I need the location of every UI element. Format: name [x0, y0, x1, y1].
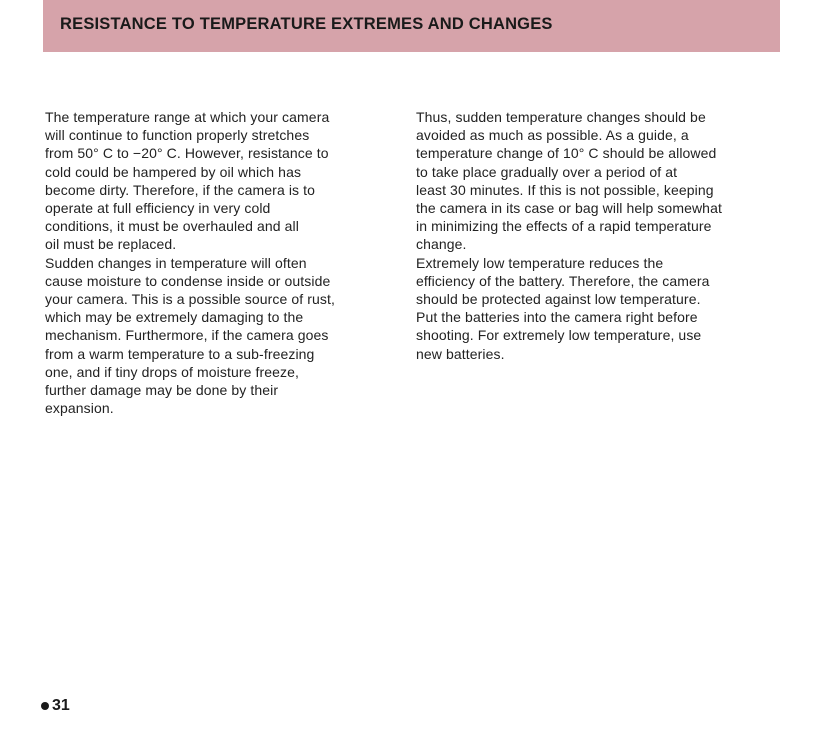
text-line: Put the batteries into the camera right before: [416, 309, 698, 326]
text-line: to take place gradually over a period of at: [416, 163, 678, 180]
text-line: should be protected against low temperature.: [416, 291, 701, 308]
text-line: cause moisture to condense inside or outside: [45, 272, 331, 289]
text-line: change.: [416, 236, 467, 253]
text-line: mechanism. Furthermore, if the camera goes: [45, 327, 329, 344]
text-line: conditions, it must be overhauled and all: [45, 218, 299, 235]
bullet-icon: [41, 702, 49, 710]
text-line: temperature change of 10° C should be allowed: [416, 145, 717, 162]
text-line: expansion.: [45, 400, 114, 417]
text-line: from 50° C to −20° C. However, resistance to: [45, 145, 329, 162]
right-column: [416, 108, 766, 363]
text-line: become dirty. Therefore, if the camera is to: [45, 181, 315, 198]
page-title: RESISTANCE TO TEMPERATURE EXTREMES AND CHANGES: [60, 15, 553, 33]
text-line: one, and if tiny drops of moisture freeze,: [45, 363, 299, 380]
text-line: The temperature range at which your camera: [45, 109, 330, 125]
text-line: further damage may be done by their: [45, 382, 279, 399]
text-line: will continue to function properly stretches: [45, 127, 310, 144]
page-number-text: 31: [52, 697, 70, 714]
text-line: Thus, sudden temperature changes should be: [416, 109, 706, 125]
text-line: shooting. For extremely low temperature, use: [416, 327, 702, 344]
text-line: cold could be hampered by oil which has: [45, 163, 302, 180]
text-line: Sudden changes in temperature will often: [45, 254, 307, 271]
page-number: [41, 697, 70, 715]
text-line: Extremely low temperature reduces the: [416, 254, 664, 271]
text-line: in minimizing the effects of a rapid temperature: [416, 218, 712, 235]
left-column: [45, 108, 385, 417]
text-line: the camera in its case or bag will help somewhat: [416, 200, 722, 217]
text-line: efficiency of the battery. Therefore, the camera: [416, 272, 710, 289]
text-line: oil must be replaced.: [45, 236, 177, 253]
text-line: least 30 minutes. If this is not possible, keeping: [416, 181, 714, 198]
text-line: new batteries.: [416, 345, 505, 362]
text-line: operate at full efficiency in very cold: [45, 200, 271, 217]
text-line: your camera. This is a possible source of rust,: [45, 291, 336, 308]
text-line: which may be extremely damaging to the: [45, 309, 304, 326]
text-line: from a warm temperature to a sub-freezing: [45, 345, 315, 362]
text-line: avoided as much as possible. As a guide, a: [416, 127, 689, 144]
